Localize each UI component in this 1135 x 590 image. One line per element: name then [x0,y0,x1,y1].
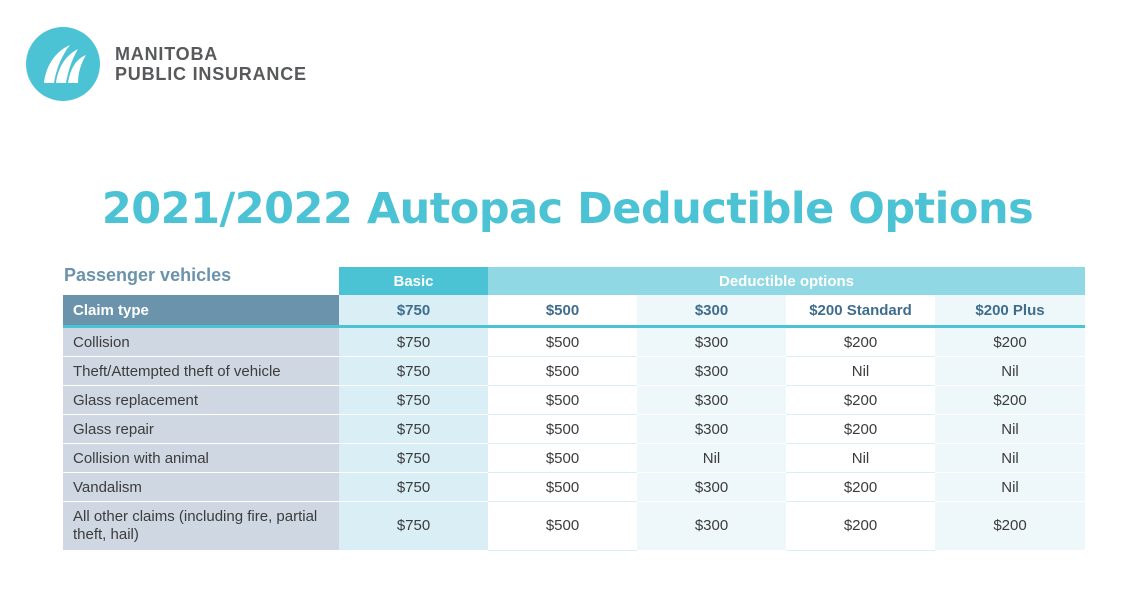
value-cell: $500 [488,327,637,357]
claim-type-cell: All other claims (including fire, partial theft, hail) [63,502,339,551]
column-header-300: $300 [637,295,786,327]
basic-cell: $750 [339,444,488,473]
column-header-claim-type: Claim type [63,295,339,327]
basic-cell: $750 [339,327,488,357]
section-label: Passenger vehicles [64,265,232,285]
value-cell: Nil [786,357,935,386]
basic-cell: $750 [339,502,488,551]
value-cell: $500 [488,415,637,444]
claim-type-cell: Glass replacement [63,386,339,415]
group-header-basic: Basic [339,267,488,295]
value-cell: $500 [488,473,637,502]
value-cell: $300 [637,386,786,415]
value-cell: $300 [637,415,786,444]
group-header-row [63,267,1085,295]
table-row [63,415,1085,444]
value-cell: $300 [637,502,786,551]
brand-line-2: PUBLIC INSURANCE [115,64,307,84]
value-cell: $500 [488,502,637,551]
brand-line-1: MANITOBA [115,44,219,64]
value-cell: Nil [935,357,1085,386]
claim-type-cell: Theft/Attempted theft of vehicle [63,357,339,386]
value-cell: Nil [935,444,1085,473]
basic-cell: $750 [339,473,488,502]
value-cell: Nil [637,444,786,473]
value-cell: Nil [935,473,1085,502]
column-header-row [63,295,1085,327]
claim-type-cell: Collision with animal [63,444,339,473]
value-cell: $200 [786,327,935,357]
deductible-table [63,267,1085,551]
value-cell: $500 [488,386,637,415]
column-header-200-plus: $200 Plus [935,295,1085,327]
basic-cell: $750 [339,386,488,415]
claim-type-cell: Glass repair [63,415,339,444]
value-cell: $200 [935,386,1085,415]
column-header-200-standard: $200 Standard [786,295,935,327]
group-header-blank [63,267,339,295]
value-cell: $200 [935,327,1085,357]
value-cell: $300 [637,357,786,386]
value-cell: $200 [935,502,1085,551]
value-cell: $200 [786,502,935,551]
table-row [63,444,1085,473]
group-header-options: Deductible options [488,267,1085,295]
value-cell: $500 [488,357,637,386]
table-row [63,502,1085,551]
value-cell: $200 [786,386,935,415]
value-cell: Nil [786,444,935,473]
claim-type-cell: Vandalism [63,473,339,502]
page-title: 2021/2022 Autopac Deductible Options [101,184,1034,234]
brand-logo [26,27,307,101]
basic-cell: $750 [339,415,488,444]
value-cell: $500 [488,444,637,473]
value-cell: $300 [637,473,786,502]
value-cell: $200 [786,415,935,444]
value-cell: $300 [637,327,786,357]
claim-type-cell: Collision [63,327,339,357]
table-row [63,327,1085,357]
value-cell: $200 [786,473,935,502]
table-row [63,357,1085,386]
table-row [63,386,1085,415]
brand-name [115,44,307,84]
column-header-500: $500 [488,295,637,327]
value-cell: Nil [935,415,1085,444]
column-header-basic: $750 [339,295,488,327]
table-row [63,473,1085,502]
basic-cell: $750 [339,357,488,386]
mpi-logo-icon [26,27,100,101]
